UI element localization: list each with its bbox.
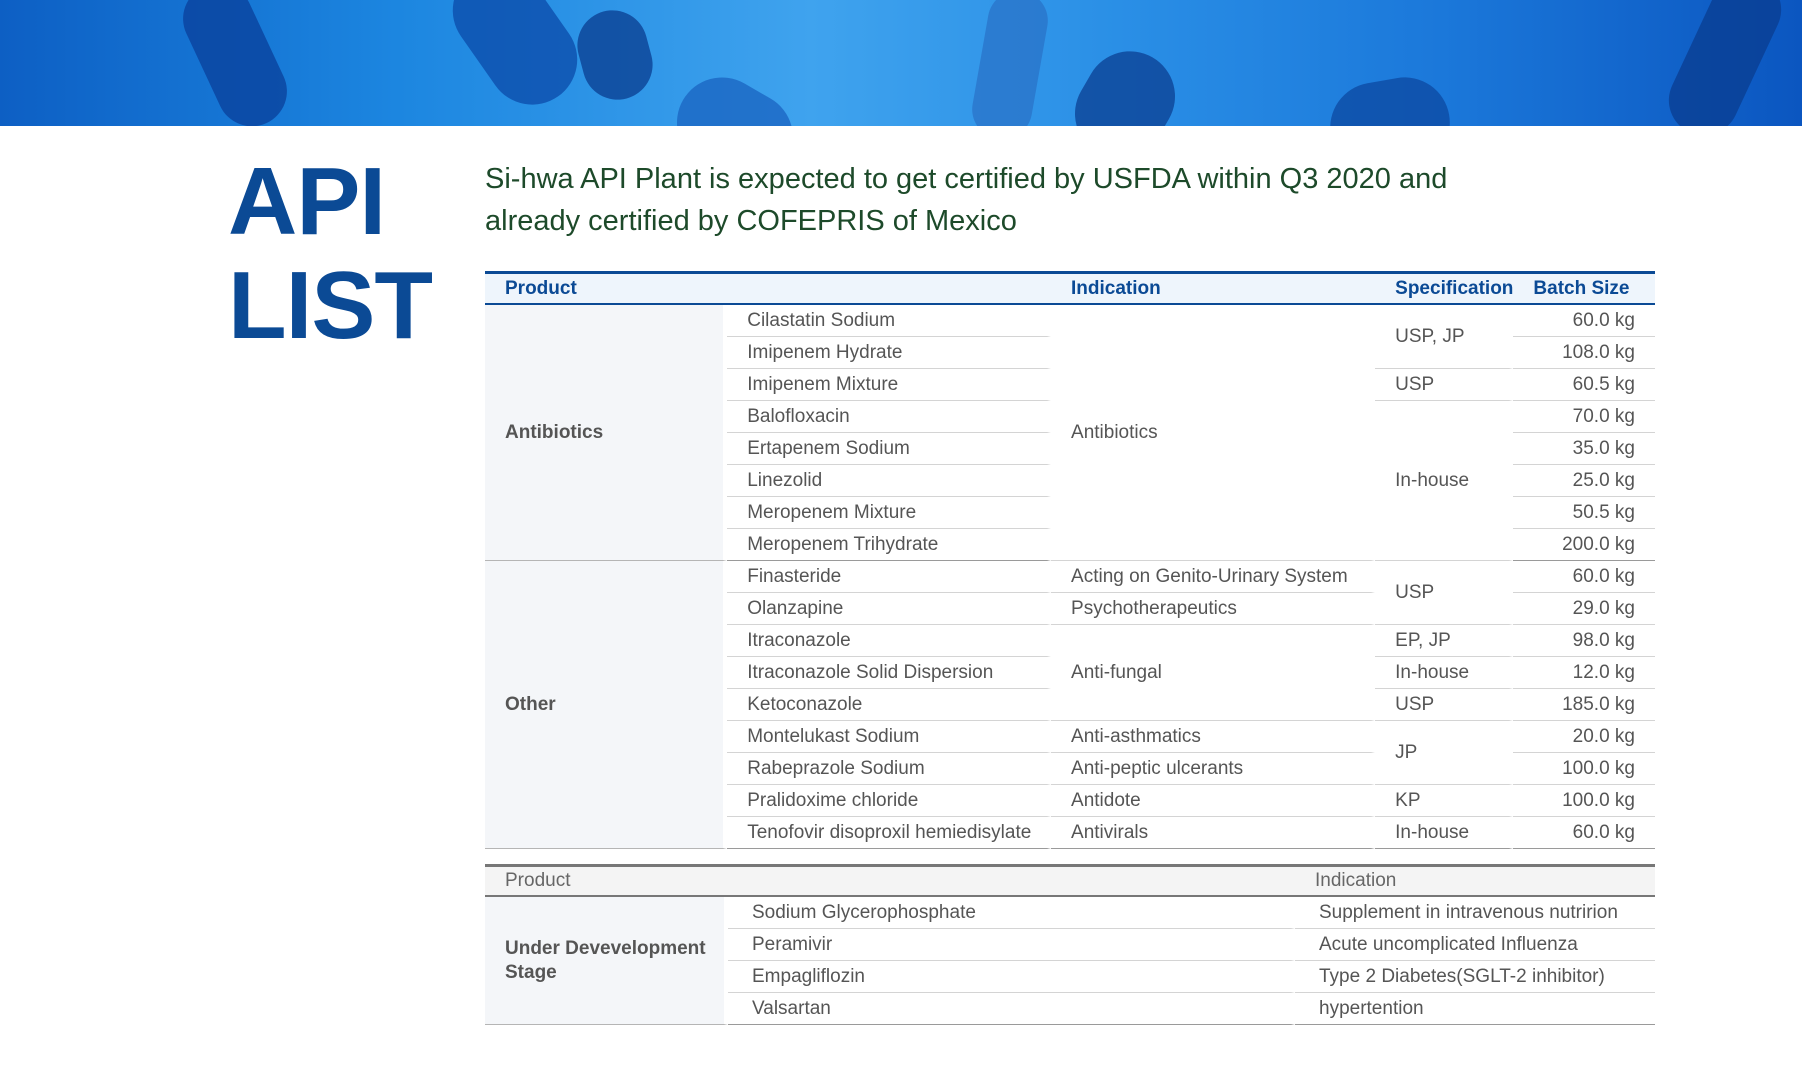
batch-cell: 12.0 kg xyxy=(1513,657,1655,689)
indication-cell: Antidote xyxy=(1051,785,1375,817)
batch-cell: 60.5 kg xyxy=(1513,369,1655,401)
group-under-development: Under Devevelopment Stage xyxy=(485,897,728,1025)
product-cell: Olanzapine xyxy=(727,593,1051,625)
header-indication: Indication xyxy=(1051,271,1375,305)
batch-cell: 60.0 kg xyxy=(1513,561,1655,593)
batch-cell: 50.5 kg xyxy=(1513,497,1655,529)
under-development-table xyxy=(485,864,1655,1025)
product-cell: Empagliflozin xyxy=(728,961,1295,993)
batch-cell: 100.0 kg xyxy=(1513,753,1655,785)
batch-cell: 35.0 kg xyxy=(1513,433,1655,465)
product-cell: Valsartan xyxy=(728,993,1295,1025)
table-row xyxy=(485,561,1655,593)
product-cell: Cilastatin Sodium xyxy=(727,305,1051,337)
indication-cell: Type 2 Diabetes(SGLT-2 inhibitor) xyxy=(1295,961,1655,993)
table-header-row xyxy=(485,271,1655,305)
product-cell: Montelukast Sodium xyxy=(727,721,1051,753)
product-cell: Tenofovir disoproxil hemiedisylate xyxy=(727,817,1051,849)
spec-cell: KP xyxy=(1375,785,1513,817)
header-indication: Indication xyxy=(1295,864,1655,897)
batch-cell: 100.0 kg xyxy=(1513,785,1655,817)
indication-cell: Supplement in intravenous nutririon xyxy=(1295,897,1655,929)
page-title xyxy=(228,150,458,358)
batch-cell: 108.0 kg xyxy=(1513,337,1655,369)
indication-cell: Acting on Genito-Urinary System xyxy=(1051,561,1375,593)
indication-cell: hypertention xyxy=(1295,993,1655,1025)
spec-cell: EP, JP xyxy=(1375,625,1513,657)
batch-cell: 20.0 kg xyxy=(1513,721,1655,753)
product-cell: Imipenem Hydrate xyxy=(727,337,1051,369)
spec-cell: In-house xyxy=(1375,401,1513,561)
spec-cell: JP xyxy=(1375,721,1513,785)
header-product: Product xyxy=(485,864,1295,897)
batch-cell: 70.0 kg xyxy=(1513,401,1655,433)
header-specification: Specification xyxy=(1375,271,1513,305)
product-cell: Itraconazole xyxy=(727,625,1051,657)
product-cell: Ertapenem Sodium xyxy=(727,433,1051,465)
product-cell: Linezolid xyxy=(727,465,1051,497)
indication-cell: Antibiotics xyxy=(1051,305,1375,561)
product-cell: Sodium Glycerophosphate xyxy=(728,897,1295,929)
table-row xyxy=(485,305,1655,337)
product-cell: Peramivir xyxy=(728,929,1295,961)
batch-cell: 185.0 kg xyxy=(1513,689,1655,721)
spec-cell: USP xyxy=(1375,689,1513,721)
product-cell: Meropenem Trihydrate xyxy=(727,529,1051,561)
lead-text: Si-hwa API Plant is expected to get certified by USFDA within Q3 2020 and already certified by COFEPRIS of Mexico xyxy=(485,163,1448,237)
product-cell: Ketoconazole xyxy=(727,689,1051,721)
batch-cell: 98.0 kg xyxy=(1513,625,1655,657)
api-list-table xyxy=(485,271,1655,849)
table-header-row xyxy=(485,864,1655,897)
header-banner-image xyxy=(0,0,1802,126)
indication-cell: Psychotherapeutics xyxy=(1051,593,1375,625)
title-line-1: API xyxy=(228,148,386,255)
spec-cell: USP xyxy=(1375,561,1513,625)
indication-cell: Anti-peptic ulcerants xyxy=(1051,753,1375,785)
product-cell: Pralidoxime chloride xyxy=(727,785,1051,817)
batch-cell: 60.0 kg xyxy=(1513,817,1655,849)
indication-cell: Acute uncomplicated Influenza xyxy=(1295,929,1655,961)
indication-cell: Anti-fungal xyxy=(1051,625,1375,721)
spec-cell: In-house xyxy=(1375,657,1513,689)
title-line-2: LIST xyxy=(228,252,432,359)
product-cell: Balofloxacin xyxy=(727,401,1051,433)
product-cell: Meropenem Mixture xyxy=(727,497,1051,529)
indication-cell: Anti-asthmatics xyxy=(1051,721,1375,753)
group-antibiotics: Antibiotics xyxy=(485,305,727,561)
table-row xyxy=(485,897,1655,929)
spec-cell: In-house xyxy=(1375,817,1513,849)
batch-cell: 60.0 kg xyxy=(1513,305,1655,337)
indication-cell: Antivirals xyxy=(1051,817,1375,849)
product-cell: Imipenem Mixture xyxy=(727,369,1051,401)
product-cell: Rabeprazole Sodium xyxy=(727,753,1051,785)
spec-cell: USP xyxy=(1375,369,1513,401)
product-cell: Finasteride xyxy=(727,561,1051,593)
batch-cell: 29.0 kg xyxy=(1513,593,1655,625)
header-product: Product xyxy=(485,271,1051,305)
batch-cell: 200.0 kg xyxy=(1513,529,1655,561)
spec-cell: USP, JP xyxy=(1375,305,1513,369)
product-cell: Itraconazole Solid Dispersion xyxy=(727,657,1051,689)
batch-cell: 25.0 kg xyxy=(1513,465,1655,497)
group-other: Other xyxy=(485,561,727,849)
header-batch-size: Batch Size xyxy=(1513,271,1655,305)
